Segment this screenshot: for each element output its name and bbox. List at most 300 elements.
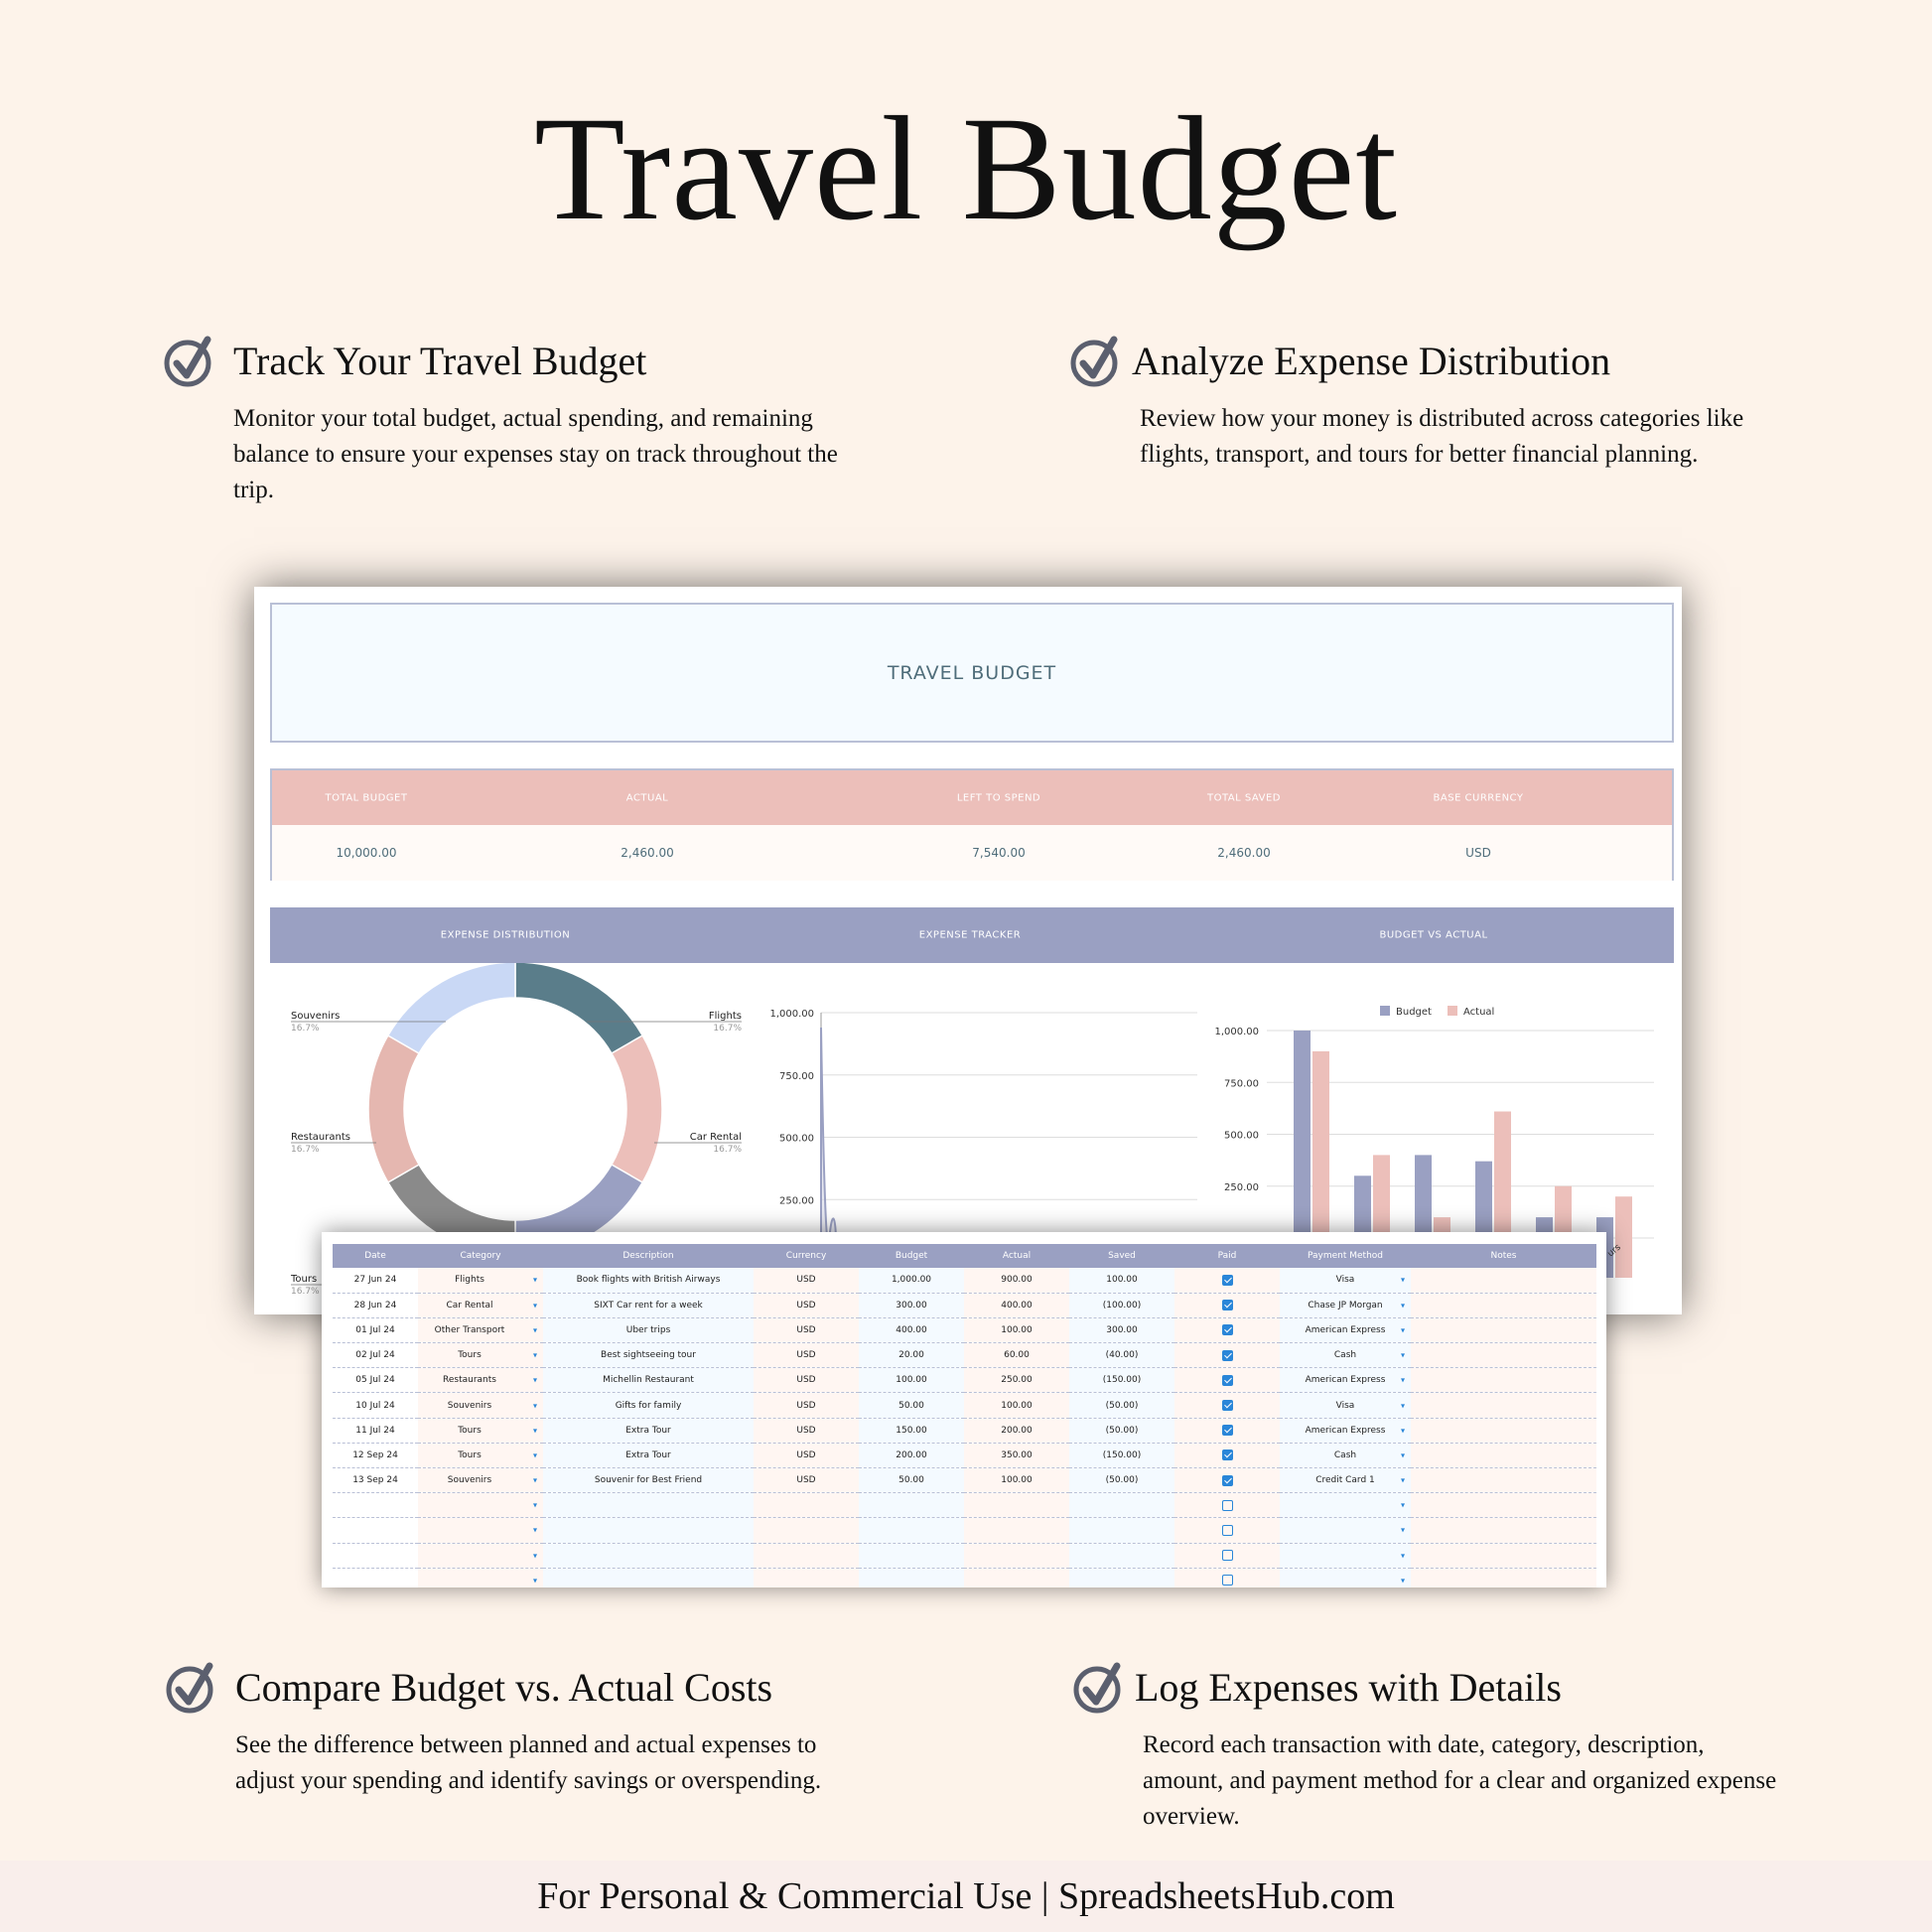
currency-cell	[754, 1268, 859, 1293]
table-row	[333, 1518, 1596, 1543]
actual-cell	[964, 1443, 1069, 1467]
y-tick-label: 250.00	[1224, 1181, 1259, 1193]
currency-cell	[754, 1368, 859, 1393]
cell-text: 02 Jul 24	[355, 1350, 395, 1361]
y-tick-label: 750.00	[1224, 1078, 1259, 1090]
summary-value: 10,000.00	[336, 846, 397, 860]
description-cell	[543, 1393, 754, 1418]
date-cell	[333, 1493, 418, 1518]
cell-text: Tours	[458, 1449, 482, 1460]
dropdown-arrow-icon[interactable]: ▾	[532, 1426, 537, 1436]
table-row	[333, 1317, 1596, 1342]
payment-method-cell[interactable]	[1280, 1343, 1411, 1368]
table-row	[333, 1343, 1596, 1368]
actual-cell	[964, 1568, 1069, 1587]
feature-title: Track Your Travel Budget	[233, 339, 647, 383]
cell-text: 900.00	[1001, 1275, 1033, 1286]
column-header: Description	[543, 1244, 754, 1268]
paid-cell[interactable]	[1174, 1443, 1280, 1467]
payment-method-cell[interactable]	[1280, 1518, 1411, 1543]
bar-actual-souvenirs	[1615, 1196, 1632, 1278]
x-tick-label: urs	[1605, 1242, 1623, 1260]
section-label: EXPENSE DISTRIBUTION	[440, 929, 571, 941]
description-cell	[543, 1418, 754, 1443]
dropdown-arrow-icon[interactable]: ▾	[1400, 1500, 1405, 1510]
table-row	[333, 1393, 1596, 1418]
cell-text: Souvenirs	[447, 1475, 492, 1486]
dropdown-arrow-icon[interactable]: ▾	[532, 1375, 537, 1385]
cell-text: Uber trips	[625, 1324, 671, 1335]
description-cell	[543, 1493, 754, 1518]
notes-cell[interactable]	[1411, 1343, 1596, 1368]
cell-text: (50.00)	[1105, 1475, 1139, 1486]
paid-cell[interactable]	[1174, 1317, 1280, 1342]
description-cell	[543, 1317, 754, 1342]
cell-text: 100.00	[1001, 1400, 1033, 1411]
description-cell	[543, 1343, 754, 1368]
cell-text: 20.00	[898, 1350, 924, 1361]
feature-title: Analyze Expense Distribution	[1132, 339, 1611, 383]
cell-text: Credit Card 1	[1315, 1475, 1375, 1486]
cell-text: (150.00)	[1102, 1449, 1142, 1460]
checkbox-icon[interactable]	[1222, 1475, 1233, 1486]
currency-cell	[754, 1418, 859, 1443]
dropdown-arrow-icon[interactable]: ▾	[1400, 1375, 1405, 1385]
category-cell[interactable]	[418, 1568, 543, 1587]
dropdown-arrow-icon[interactable]: ▾	[532, 1275, 537, 1285]
cell-text: 100.00	[1001, 1475, 1033, 1486]
cell-text: Book flights with British Airways	[576, 1275, 721, 1286]
notes-cell[interactable]	[1411, 1268, 1596, 1293]
column-header: Paid	[1174, 1244, 1280, 1268]
checkbox-icon[interactable]	[1222, 1525, 1233, 1536]
summary-label: ACTUAL	[625, 792, 669, 803]
currency-cell	[754, 1317, 859, 1342]
date-cell	[333, 1317, 418, 1342]
payment-method-cell[interactable]	[1280, 1268, 1411, 1293]
cell-text: SIXT Car rent for a week	[594, 1300, 703, 1311]
notes-cell[interactable]	[1411, 1293, 1596, 1317]
cell-text: Souvenir for Best Friend	[594, 1475, 703, 1486]
paid-cell[interactable]	[1174, 1468, 1280, 1493]
paid-cell[interactable]	[1174, 1268, 1280, 1293]
payment-method-cell[interactable]	[1280, 1493, 1411, 1518]
saved-cell	[1069, 1393, 1174, 1418]
dropdown-arrow-icon[interactable]: ▾	[532, 1325, 537, 1335]
description-cell	[543, 1543, 754, 1568]
checkbox-icon[interactable]	[1222, 1550, 1233, 1561]
dropdown-arrow-icon[interactable]: ▾	[1400, 1450, 1405, 1460]
dashboard-title: TRAVEL BUDGET	[887, 661, 1057, 684]
y-tick-label: 1,000.00	[1214, 1027, 1259, 1037]
cell-text: 01 Jul 24	[355, 1324, 395, 1335]
chart-section-bar	[270, 907, 1674, 963]
cell-text: Best sightseeing tour	[601, 1350, 696, 1361]
checkbox-icon[interactable]	[1222, 1300, 1233, 1311]
dropdown-arrow-icon[interactable]: ▾	[532, 1450, 537, 1460]
summary-label: TOTAL BUDGET	[325, 792, 408, 803]
description-cell	[543, 1268, 754, 1293]
description-cell	[543, 1518, 754, 1543]
paid-cell[interactable]	[1174, 1418, 1280, 1443]
paid-cell[interactable]	[1174, 1393, 1280, 1418]
expense-table	[333, 1244, 1596, 1587]
dropdown-arrow-icon[interactable]: ▾	[1400, 1350, 1405, 1360]
cell-text: American Express	[1305, 1324, 1386, 1335]
payment-method-cell[interactable]	[1280, 1418, 1411, 1443]
check-circle-icon	[164, 334, 219, 389]
description-cell	[543, 1368, 754, 1393]
currency-cell	[754, 1343, 859, 1368]
dropdown-arrow-icon[interactable]: ▾	[1400, 1401, 1405, 1411]
dropdown-arrow-icon[interactable]: ▾	[1400, 1325, 1405, 1335]
cell-text: USD	[796, 1300, 816, 1311]
cell-text: 200.00	[896, 1449, 927, 1460]
saved-cell	[1069, 1343, 1174, 1368]
saved-cell	[1069, 1468, 1174, 1493]
checkbox-icon[interactable]	[1222, 1500, 1233, 1511]
cell-text: Flights	[455, 1275, 484, 1286]
budget-cell	[859, 1468, 964, 1493]
paid-cell[interactable]	[1174, 1568, 1280, 1587]
category-cell[interactable]	[418, 1418, 543, 1443]
saved-cell	[1069, 1368, 1174, 1393]
budget-cell	[859, 1568, 964, 1587]
cell-text: USD	[796, 1425, 816, 1436]
expense-table-screenshot	[322, 1232, 1606, 1587]
cell-text: 100.00	[1106, 1275, 1138, 1286]
saved-cell	[1069, 1443, 1174, 1467]
paid-cell[interactable]	[1174, 1343, 1280, 1368]
date-cell	[333, 1368, 418, 1393]
cell-text: Gifts for family	[615, 1400, 682, 1411]
date-cell	[333, 1293, 418, 1317]
category-cell[interactable]	[418, 1493, 543, 1518]
date-cell	[333, 1393, 418, 1418]
dropdown-arrow-icon[interactable]: ▾	[532, 1500, 537, 1510]
saved-cell	[1069, 1293, 1174, 1317]
actual-cell	[964, 1317, 1069, 1342]
donut-slice-souvenirs	[388, 963, 515, 1053]
dashboard-screenshot	[254, 587, 1682, 1314]
date-cell	[333, 1468, 418, 1493]
cell-text: Chase JP Morgan	[1308, 1300, 1383, 1311]
budget-cell	[859, 1368, 964, 1393]
notes-cell[interactable]	[1411, 1317, 1596, 1342]
summary-values	[272, 825, 1672, 881]
cell-text: Car Rental	[446, 1300, 493, 1311]
legend-label: Actual	[1463, 1007, 1495, 1018]
payment-method-cell[interactable]	[1280, 1468, 1411, 1493]
dropdown-arrow-icon[interactable]: ▾	[1400, 1551, 1405, 1561]
check-circle-icon	[1073, 1660, 1129, 1716]
cell-text: 400.00	[1001, 1300, 1033, 1311]
category-cell[interactable]	[418, 1293, 543, 1317]
category-cell[interactable]	[418, 1468, 543, 1493]
feature-description: Record each transaction with date, category, description, amount, and payment method for a clear and organized expense overview.	[1143, 1731, 1777, 1830]
date-cell	[333, 1343, 418, 1368]
check-circle-icon	[1070, 334, 1126, 389]
budget-cell	[859, 1317, 964, 1342]
budget-cell	[859, 1493, 964, 1518]
date-cell	[333, 1518, 418, 1543]
table-row	[333, 1443, 1596, 1467]
cell-text: 50.00	[898, 1400, 924, 1411]
actual-cell	[964, 1493, 1069, 1518]
table-row	[333, 1468, 1596, 1493]
legend-swatch-budget	[1380, 1006, 1390, 1016]
feature-description: Review how your money is distributed across categories like flights, transport, and tours for better financial planning.	[1140, 405, 1744, 468]
dropdown-arrow-icon[interactable]: ▾	[1400, 1525, 1405, 1535]
dropdown-arrow-icon[interactable]: ▾	[532, 1525, 537, 1535]
donut-label: Souvenirs	[291, 1011, 341, 1022]
summary-label: LEFT TO SPEND	[956, 792, 1041, 803]
column-header: Date	[333, 1244, 418, 1268]
y-tick-label: 500.00	[1224, 1130, 1259, 1142]
cell-text: USD	[796, 1449, 816, 1460]
cell-text: American Express	[1305, 1425, 1386, 1436]
dropdown-arrow-icon[interactable]: ▾	[532, 1551, 537, 1561]
dropdown-arrow-icon[interactable]: ▾	[532, 1401, 537, 1411]
cell-text: Tours	[458, 1350, 482, 1361]
saved-cell	[1069, 1268, 1174, 1293]
y-tick-label: 750.00	[779, 1070, 814, 1082]
saved-cell	[1069, 1518, 1174, 1543]
notes-cell[interactable]	[1411, 1468, 1596, 1493]
donut-label-pct: 16.7%	[713, 1145, 742, 1155]
category-cell[interactable]	[418, 1317, 543, 1342]
checkbox-icon[interactable]	[1222, 1324, 1233, 1335]
donut-label: Tours	[291, 1274, 318, 1285]
table-row	[333, 1543, 1596, 1568]
budget-cell	[859, 1443, 964, 1467]
paid-cell[interactable]	[1174, 1518, 1280, 1543]
date-cell	[333, 1443, 418, 1467]
cell-text: 12 Sep 24	[352, 1449, 398, 1460]
cell-text: Souvenirs	[447, 1400, 492, 1411]
cell-text: Cash	[1333, 1350, 1357, 1361]
cell-text: 05 Jul 24	[355, 1375, 395, 1386]
section-label: BUDGET VS ACTUAL	[1379, 929, 1488, 941]
summary-value: 7,540.00	[972, 846, 1026, 860]
cell-text: Visa	[1335, 1275, 1355, 1286]
actual-cell	[964, 1343, 1069, 1368]
payment-method-cell[interactable]	[1280, 1317, 1411, 1342]
actual-cell	[964, 1418, 1069, 1443]
table-row	[333, 1368, 1596, 1393]
saved-cell	[1069, 1418, 1174, 1443]
cell-text: Tours	[458, 1425, 482, 1436]
cell-text: Other Transport	[434, 1324, 505, 1335]
budget-cell	[859, 1543, 964, 1568]
cell-text: Visa	[1335, 1400, 1355, 1411]
checkbox-icon[interactable]	[1222, 1275, 1233, 1286]
donut-label-pct: 16.7%	[291, 1287, 320, 1297]
cell-text: (50.00)	[1105, 1425, 1139, 1436]
feature-title: Compare Budget vs. Actual Costs	[235, 1665, 773, 1710]
category-cell[interactable]	[418, 1543, 543, 1568]
cell-text: 200.00	[1001, 1425, 1033, 1436]
category-cell[interactable]	[418, 1393, 543, 1418]
cell-text: 1,000.00	[891, 1275, 932, 1286]
notes-cell[interactable]	[1411, 1368, 1596, 1393]
dropdown-arrow-icon[interactable]: ▾	[532, 1475, 537, 1485]
paid-cell[interactable]	[1174, 1543, 1280, 1568]
paid-cell[interactable]	[1174, 1493, 1280, 1518]
description-cell	[543, 1443, 754, 1467]
actual-cell	[964, 1368, 1069, 1393]
actual-cell	[964, 1293, 1069, 1317]
expense-tracker-area	[821, 1028, 1197, 1262]
page-title: Travel Budget	[534, 86, 1398, 251]
budget-cell	[859, 1268, 964, 1293]
cell-text: Extra Tour	[625, 1425, 671, 1436]
notes-cell[interactable]	[1411, 1568, 1596, 1587]
payment-method-cell[interactable]	[1280, 1368, 1411, 1393]
payment-method-cell[interactable]	[1280, 1543, 1411, 1568]
cell-text: American Express	[1305, 1375, 1386, 1386]
actual-cell	[964, 1393, 1069, 1418]
payment-method-cell[interactable]	[1280, 1393, 1411, 1418]
cell-text: 11 Jul 24	[355, 1425, 395, 1436]
notes-cell[interactable]	[1411, 1543, 1596, 1568]
donut-slice-flights	[515, 963, 642, 1053]
column-header: Category	[418, 1244, 543, 1268]
cell-text: USD	[796, 1475, 816, 1486]
actual-cell	[964, 1543, 1069, 1568]
donut-label: Car Rental	[689, 1132, 742, 1143]
cell-text: (40.00)	[1105, 1350, 1139, 1361]
donut-slice-restaurants	[368, 1035, 419, 1182]
date-cell	[333, 1418, 418, 1443]
checkbox-icon[interactable]	[1222, 1375, 1233, 1386]
description-cell	[543, 1568, 754, 1587]
checkbox-icon[interactable]	[1222, 1575, 1233, 1586]
payment-method-cell[interactable]	[1280, 1293, 1411, 1317]
table-row	[333, 1418, 1596, 1443]
cell-text: 27 Jun 24	[353, 1275, 397, 1286]
dropdown-arrow-icon[interactable]: ▾	[1400, 1275, 1405, 1285]
table-row	[333, 1268, 1596, 1293]
currency-cell	[754, 1493, 859, 1518]
budget-cell	[859, 1293, 964, 1317]
notes-cell[interactable]	[1411, 1418, 1596, 1443]
checkbox-icon[interactable]	[1222, 1449, 1233, 1460]
cell-text: Restaurants	[443, 1375, 496, 1386]
dropdown-arrow-icon[interactable]: ▾	[532, 1576, 537, 1586]
dropdown-arrow-icon[interactable]: ▾	[1400, 1576, 1405, 1586]
summary-value: 2,460.00	[621, 846, 674, 860]
budget-cell	[859, 1518, 964, 1543]
saved-cell	[1069, 1317, 1174, 1342]
paid-cell[interactable]	[1174, 1293, 1280, 1317]
currency-cell	[754, 1568, 859, 1587]
notes-cell[interactable]	[1411, 1393, 1596, 1418]
budget-cell	[859, 1343, 964, 1368]
donut-slice-car-rental	[612, 1035, 662, 1182]
saved-cell	[1069, 1568, 1174, 1587]
summary-label: BASE CURRENCY	[1433, 792, 1524, 803]
payment-method-cell[interactable]	[1280, 1568, 1411, 1587]
cell-text: Extra Tour	[625, 1449, 671, 1460]
budget-cell	[859, 1418, 964, 1443]
summary-label: TOTAL SAVED	[1207, 792, 1281, 803]
dropdown-arrow-icon[interactable]: ▾	[1400, 1475, 1405, 1485]
donut-label-pct: 16.7%	[291, 1145, 320, 1155]
checkbox-icon[interactable]	[1222, 1350, 1233, 1361]
cell-text: 100.00	[1001, 1324, 1033, 1335]
cell-text: 50.00	[898, 1475, 924, 1486]
cell-text: 300.00	[1106, 1324, 1138, 1335]
summary-value: USD	[1465, 846, 1491, 860]
table-row	[333, 1293, 1596, 1317]
notes-cell[interactable]	[1411, 1493, 1596, 1518]
table-row	[333, 1493, 1596, 1518]
paid-cell[interactable]	[1174, 1368, 1280, 1393]
cell-text: 100.00	[896, 1375, 927, 1386]
dropdown-arrow-icon[interactable]: ▾	[1400, 1426, 1405, 1436]
cell-text: 300.00	[896, 1300, 927, 1311]
category-cell[interactable]	[418, 1343, 543, 1368]
category-cell[interactable]	[418, 1518, 543, 1543]
budget-cell	[859, 1393, 964, 1418]
footer: For Personal & Commercial Use | SpreadsheetsHub.com	[0, 1861, 1932, 1932]
payment-method-cell[interactable]	[1280, 1443, 1411, 1467]
actual-cell	[964, 1268, 1069, 1293]
feature-description: Monitor your total budget, actual spending, and remaining balance to ensure your expenses stay on track throughout the trip.	[233, 405, 838, 503]
table-header-row	[333, 1244, 1596, 1268]
cell-text: Michellin Restaurant	[603, 1375, 694, 1386]
table-row	[333, 1568, 1596, 1587]
dropdown-arrow-icon[interactable]: ▾	[532, 1301, 537, 1311]
cell-text: 28 Jun 24	[353, 1300, 397, 1311]
check-circle-icon	[166, 1660, 221, 1716]
description-cell	[543, 1468, 754, 1493]
column-header: Actual	[964, 1244, 1069, 1268]
saved-cell	[1069, 1543, 1174, 1568]
notes-cell[interactable]	[1411, 1518, 1596, 1543]
checkbox-icon[interactable]	[1222, 1400, 1233, 1411]
y-tick-label: 250.00	[779, 1195, 814, 1207]
cell-text: 350.00	[1001, 1449, 1033, 1460]
cell-text: 150.00	[896, 1425, 927, 1436]
category-cell[interactable]	[418, 1268, 543, 1293]
category-cell[interactable]	[418, 1443, 543, 1467]
cell-text: (100.00)	[1102, 1300, 1142, 1311]
donut-label-pct: 16.7%	[713, 1024, 742, 1034]
notes-cell[interactable]	[1411, 1443, 1596, 1467]
cell-text: 13 Sep 24	[352, 1475, 398, 1486]
checkbox-icon[interactable]	[1222, 1425, 1233, 1436]
cell-text: 250.00	[1001, 1375, 1033, 1386]
dropdown-arrow-icon[interactable]: ▾	[1400, 1301, 1405, 1311]
description-cell	[543, 1293, 754, 1317]
column-header: Budget	[859, 1244, 964, 1268]
cell-text: USD	[796, 1350, 816, 1361]
cell-text: (150.00)	[1102, 1375, 1142, 1386]
category-cell[interactable]	[418, 1368, 543, 1393]
date-cell	[333, 1543, 418, 1568]
saved-cell	[1069, 1493, 1174, 1518]
date-cell	[333, 1268, 418, 1293]
cell-text: USD	[796, 1375, 816, 1386]
dropdown-arrow-icon[interactable]: ▾	[532, 1350, 537, 1360]
actual-cell	[964, 1518, 1069, 1543]
actual-cell	[964, 1468, 1069, 1493]
currency-cell	[754, 1543, 859, 1568]
section-label: EXPENSE TRACKER	[918, 929, 1022, 941]
legend-label: Budget	[1396, 1007, 1432, 1018]
